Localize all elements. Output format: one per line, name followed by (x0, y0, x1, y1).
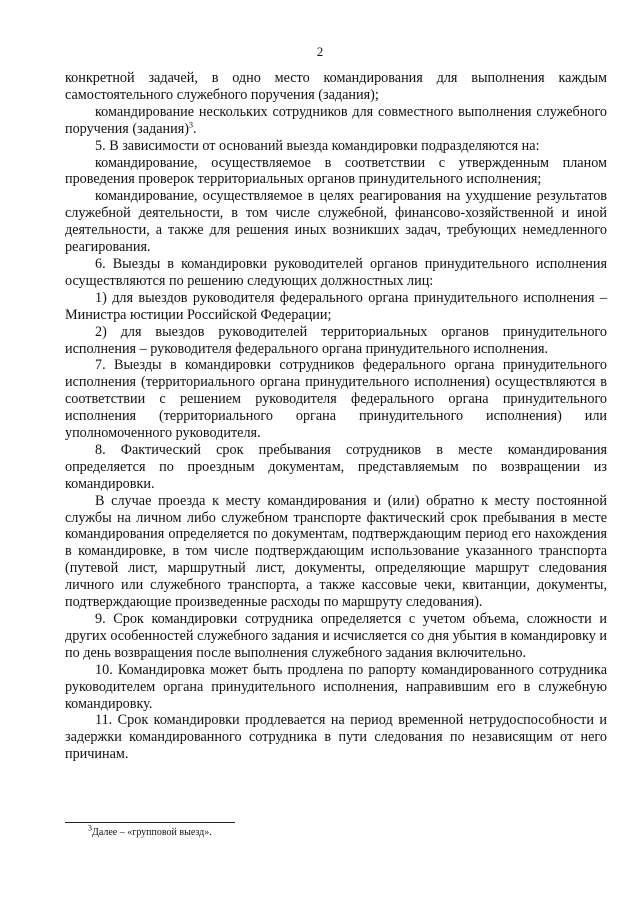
paragraph: 9. Срок командировки сотрудника определяется с учетом объема, сложности и других особенностей служебного задания и исчисляется со дня убытия в командировку и по день возвращения после выполнения служебного задания включительно. (65, 611, 607, 661)
paragraph: командирование, осуществляемое в соответствии с утвержденным планом проведения проверок территориальных органов принудительного исполнения; (65, 154, 607, 188)
footnote-text: Далее – «групповой выезд». (92, 827, 212, 838)
paragraph-punctuation: . (192, 120, 197, 137)
page-number: 2 (316, 44, 324, 59)
paragraph: 11. Срок командировки продлевается на период временной нетрудоспособности и задержки командированного сотрудника в пути следования по независящим от него причинам. (65, 712, 607, 763)
footnote-reference: 3 (188, 119, 193, 129)
paragraph: конкретной задачей, в одно место командирования для выполнения каждым самостоятельного служебного поручения (задания); (65, 70, 607, 103)
footnote (88, 823, 212, 839)
paragraph: 7. Выезды в командировки сотрудников федерального органа принудительного исполнения (территориального органа принудительного исполнения) осуществляются в соответствии с решением руководителя федерального органа принудительного исполнения (территориального органа принудительного исполнения) или уполномоченного руководителя. (65, 357, 607, 442)
paragraph: 6. Выезды в командировки руководителей органов принудительного исполнения осуществляются по решению следующих должностных лиц: (65, 255, 607, 289)
paragraph: командирование, осуществляемое в целях реагирования на ухудшение результатов служебной деятельности, в том числе служебной, финансово-хозяйственной и иной деятельности, а также для решения иных возникших задач, требующих немедленного реагирования. (65, 188, 607, 256)
paragraph (65, 104, 607, 138)
paragraph: 1) для выездов руководителя федерального органа принудительного исполнения – Министра юстиции Российской Федерации; (65, 289, 607, 323)
paragraph: 2) для выездов руководителей территориальных органов принудительного исполнения – руководителя федерального органа принудительного исполнения. (65, 323, 607, 357)
paragraph: В случае проезда к месту командирования и (или) обратно к месту постоянной службы на личном либо служебном транспорте фактический срок пребывания в месте командирования определяется по документам, подтверждающим период его нахождения в командировке, в том числе подтверждающим использование указанного транспорта (путевой лист, маршрутный лист, документы, определяющие маршрут следования личного или служебного транспорта, а также кассовые чеки, квитанции, документы, подтверждающие произведенные расходы по маршруту следования). (65, 492, 607, 611)
paragraph: 8. Фактический срок пребывания сотрудников в месте командирования определяется по проездным документам, представляемым по возвращении из командировки. (65, 441, 607, 492)
footnote-marker: 3 (88, 823, 92, 833)
paragraph: 5. В зависимости от оснований выезда командировки подразделяются на: (95, 137, 540, 154)
document-body (65, 70, 607, 763)
paragraph: 10. Командировка может быть продлена по рапорту командированного сотрудника руководителем органа принудительного исполнения, направившим его в служебную командировку. (65, 661, 607, 712)
paragraph-text: командирование нескольких сотрудников для совместного выполнения служебного поручения (задания) (65, 103, 607, 137)
